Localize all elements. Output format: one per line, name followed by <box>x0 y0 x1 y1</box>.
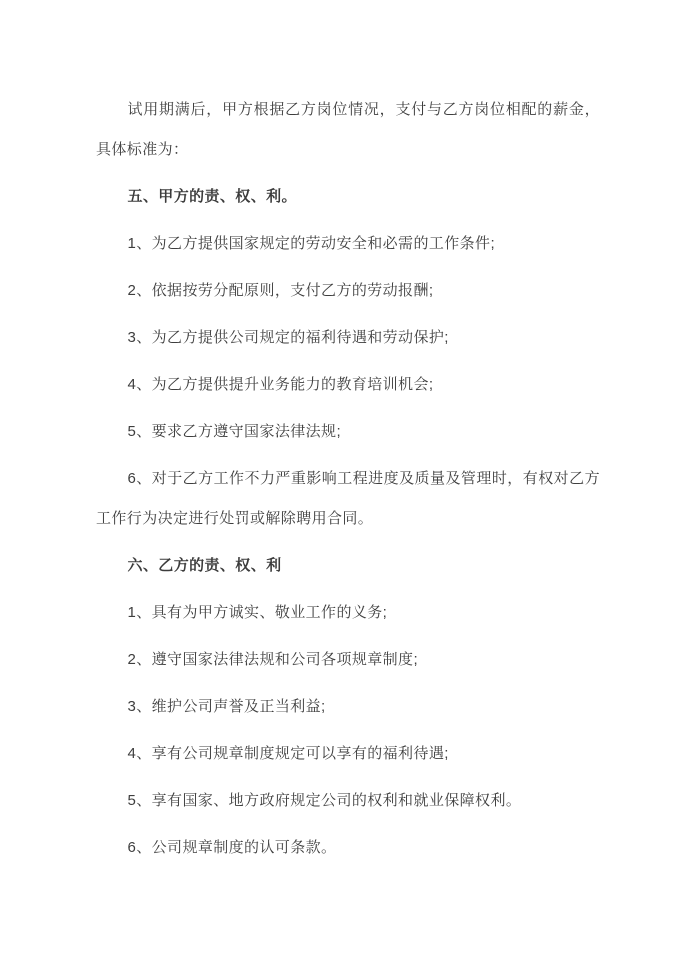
section-6-clause-1: 1、具有为甲方诚实、敬业工作的义务; <box>127 604 388 621</box>
intro-paragraph: 试用期满后，甲方根据乙方岗位情况，支付与乙方岗位相配的薪金，具体标准为： <box>96 101 600 158</box>
section-5-clause-3: 3、为乙方提供公司规定的福利待遇和劳动保护; <box>127 329 449 346</box>
section-6-clause-5: 5、享有国家、地方政府规定公司的权利和就业保障权利。 <box>127 792 522 809</box>
section-6-heading: 六、乙方的责、权、利 <box>127 557 282 574</box>
section-5-clause-6: 6、对于乙方工作不力严重影响工程进度及质量及管理时，有权对乙方工作行为决定进行处罚或解除聘用合同。 <box>96 470 600 527</box>
section-5-clause-5: 5、要求乙方遵守国家法律法规; <box>127 423 342 440</box>
section-5-clause-4: 4、为乙方提供提升业务能力的教育培训机会; <box>127 376 434 393</box>
section-6-clause-3: 3、维护公司声誉及正当利益; <box>127 698 326 715</box>
section-5-clause-1: 1、为乙方提供国家规定的劳动安全和必需的工作条件; <box>127 235 496 252</box>
section-6-clause-6: 6、公司规章制度的认可条款。 <box>127 839 337 856</box>
section-5-heading: 五、甲方的责、权、利。 <box>127 188 297 205</box>
section-6-clause-2: 2、遵守国家法律法规和公司各项规章制度; <box>127 651 419 668</box>
section-6-clause-4: 4、享有公司规章制度规定可以享有的福利待遇; <box>127 745 449 762</box>
section-5-clause-2: 2、依据按劳分配原则，支付乙方的劳动报酬; <box>127 282 434 299</box>
